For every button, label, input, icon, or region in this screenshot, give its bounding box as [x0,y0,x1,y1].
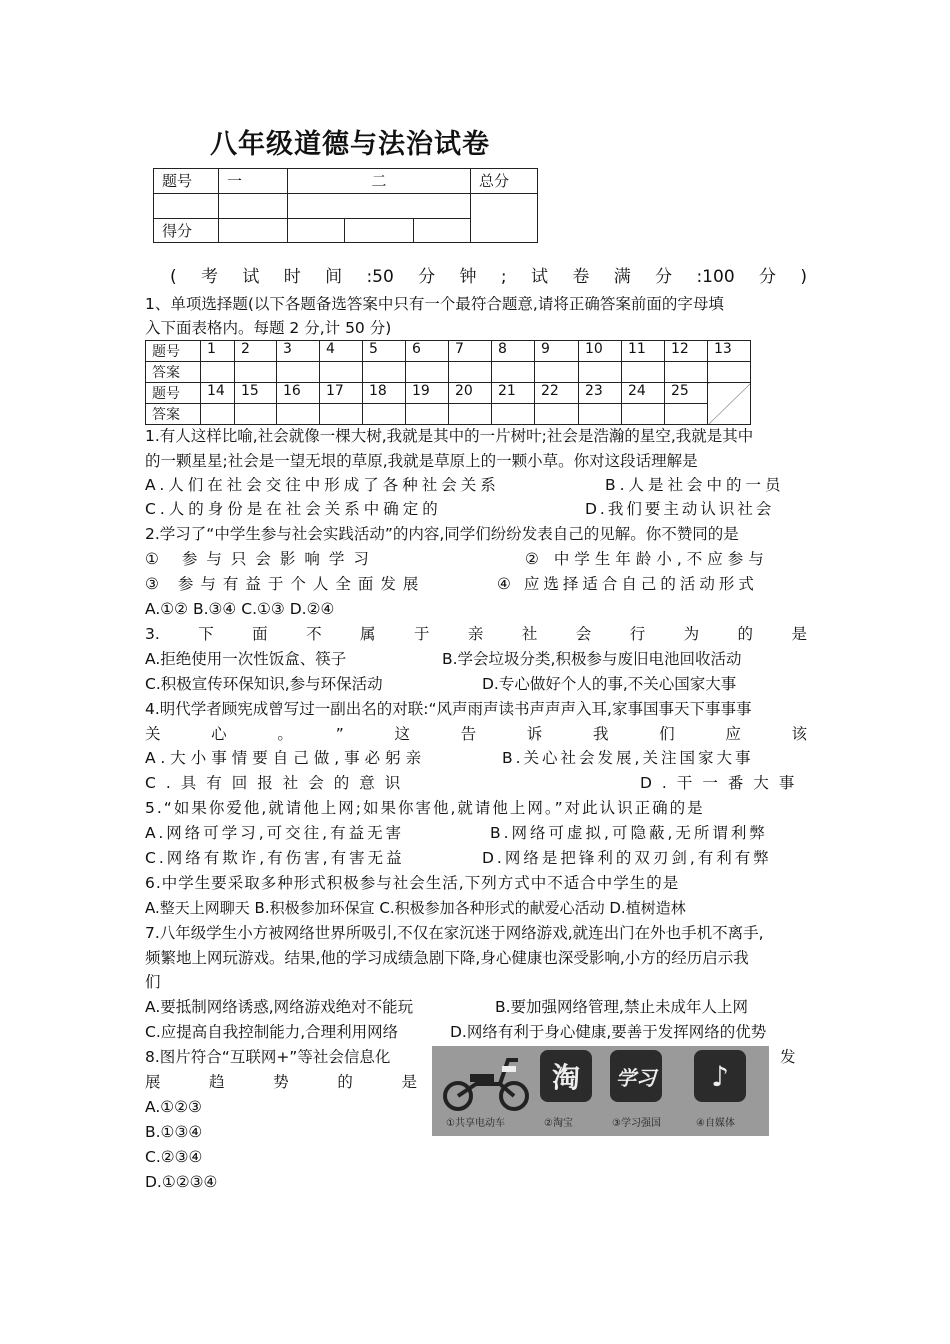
q3-option-d: D.专心做好个人的事,不关心国家大事 [482,675,737,693]
answer-qnum: 11 [622,341,665,362]
q7-option-b: B.要加强网络管理,禁止未成年人上网 [495,998,748,1016]
q4-option-d: D.干一番大事 [640,774,805,792]
q1-option-c: C.人的身份是在社会关系中确定的 [145,500,442,518]
answer-cell[interactable] [277,404,320,425]
answer-qnum: 18 [363,383,406,404]
answer-qnum: 5 [363,341,406,362]
answer-cell[interactable] [320,404,363,425]
caption-3: ③学习强国 [612,1118,661,1129]
answer-cell[interactable] [535,362,579,383]
q8-option-b: B.①③④ [145,1123,203,1141]
q1-option-a: A.人们在社会交往中形成了各种社会关系 [145,476,500,494]
answer-cell[interactable] [665,404,708,425]
q1-option-b: B.人是社会中的一员 [605,476,785,494]
answer-cell[interactable] [665,362,708,383]
q2-statement-4: ④ 应选择适合自己的活动形式 [497,575,758,593]
score-col-total: 总分 [471,169,538,194]
answer-qnum: 14 [201,383,235,404]
page-title: 八年级道德与法治试卷 [210,129,490,160]
answer-qnum: 12 [665,341,708,362]
score-table [153,168,538,243]
q3-option-a: A.拒绝使用一次性饭盒、筷子 [145,650,347,668]
q7-option-a: A.要抵制网络诱惑,网络游戏绝对不能玩 [145,998,414,1016]
answer-qnum: 9 [535,341,579,362]
q5-option-d: D.网络是把锋利的双刃剑,有利有弊 [482,849,772,867]
q4-stem-2: 关心。”这告诉我们应该 [145,725,807,743]
answer-cell[interactable] [201,404,235,425]
score-label-question: 题号 [154,169,219,194]
score-empty [288,194,471,219]
q7-stem-2: 频繁地上网玩游戏。结果,他的学习成绩急剧下降,身心健康也深受影响,小方的经历启示我 [145,949,749,967]
section1-instruction-2: 入下面表格内。每题 2 分,计 50 分) [145,319,392,337]
q5-stem: 5.“如果你爱他,就请他上网;如果你害他,就请他上网。”对此认识正确的是 [145,799,705,817]
xuexi-logo: 学习 [610,1050,662,1102]
answer-qnum: 20 [449,383,492,404]
q7-option-d: D.网络有利于身心健康,要善于发挥网络的优势 [450,1023,767,1041]
q4-option-a: A.大小事情要自己做,事必躬亲 [145,749,427,767]
q2-statement-2: ② 中学生年龄小,不应参与 [525,550,769,568]
caption-4: ④自媒体 [696,1118,735,1129]
answer-qnum: 3 [277,341,320,362]
answer-qnum: 21 [492,383,535,404]
answer-qnum: 17 [320,383,363,404]
scooter-icon [442,1054,532,1112]
q6-options: A.整天上网聊天 B.积极参加环保宣 C.积极参加各种形式的献爱心活动 D.植树造林 [145,899,686,917]
time-info: (考试时间:50分钟;试卷满分:100分) [170,267,807,287]
caption-2: ②淘宝 [544,1118,573,1129]
q7-stem-1: 7.八年级学生小方被网络世界所吸引,不仅在家沉迷于网络游戏,就连出门在外也手机不离手, [145,924,764,942]
answer-cell[interactable] [708,362,751,383]
q7-option-c: C.应提高自我控制能力,合理利用网络 [145,1023,399,1041]
answer-qnum: 4 [320,341,363,362]
answer-qnum: 23 [579,383,622,404]
answer-cell[interactable] [492,362,535,383]
answer-cell[interactable] [449,362,492,383]
answer-cell[interactable] [363,362,406,383]
q4-stem-1: 4.明代学者顾宪成曾写过一副出名的对联:“风声雨声读书声声声入耳,家事国事天下事事事 [145,700,752,718]
score-empty [219,194,288,219]
score-empty [154,194,219,219]
q2-stem: 2.学习了“中学生参与社会实践活动”的内容,同学们纷纷发表自己的见解。你不赞同的是 [145,525,739,543]
score-label-score: 得分 [154,219,219,243]
answer-qnum: 10 [579,341,622,362]
answer-label-answer: 答案 [146,404,201,425]
q7-stem-3: 们 [145,973,161,991]
answer-cell[interactable] [235,362,277,383]
q6-stem: 6.中学生要采取多种形式积极参与社会生活,下列方式中不适合中学生的是 [145,874,680,892]
q8-stem-1: 8.图片符合“互联网+”等社会信息化 [145,1048,391,1066]
answer-qnum: 13 [708,341,751,362]
score-cell[interactable] [288,219,345,243]
score-cell[interactable] [414,219,471,243]
answer-cell[interactable] [579,404,622,425]
taobao-logo: 淘 [540,1050,592,1102]
q8-image [432,1046,769,1136]
answer-qnum: 24 [622,383,665,404]
score-col-2: 二 [288,169,471,194]
score-col-1: 一 [219,169,288,194]
answer-cell[interactable] [449,404,492,425]
answer-cell[interactable] [320,362,363,383]
answer-label-answer: 答案 [146,362,201,383]
answer-cell[interactable] [363,404,406,425]
caption-1: ①共享电动车 [446,1118,505,1129]
answer-cell[interactable] [277,362,320,383]
q1-stem-2: 的一颗星星;社会是一望无垠的草原,我就是草原上的一颗小草。你对这段话理解是 [145,452,698,470]
score-total-cell[interactable] [471,194,538,243]
score-cell[interactable] [345,219,414,243]
q8-option-c: C.②③④ [145,1148,203,1166]
answer-qnum: 15 [235,383,277,404]
answer-qnum: 2 [235,341,277,362]
answer-cell[interactable] [201,362,235,383]
q4-option-c: C.具有回报社会的意识 [145,774,411,792]
answer-qnum: 6 [406,341,449,362]
answer-qnum: 8 [492,341,535,362]
answer-cell[interactable] [492,404,535,425]
answer-cell[interactable] [406,362,449,383]
q3-option-c: C.积极宣传环保知识,参与环保活动 [145,675,383,693]
q4-option-b: B.关心社会发展,关注国家大事 [502,749,754,767]
answer-cell[interactable] [579,362,622,383]
score-cell[interactable] [219,219,288,243]
answer-qnum: 19 [406,383,449,404]
answer-label-question: 题号 [146,341,201,362]
q1-option-d: D.我们要主动认识社会 [585,500,775,518]
answer-diagonal-cell [708,383,751,425]
q5-option-a: A.网络可学习,可交往,有益无害 [145,824,405,842]
section1-instruction-1: 1、单项选择题(以下各题备选答案中只有一个最符合题意,请将正确答案前面的字母填 [145,295,724,313]
q5-option-b: B.网络可虚拟,可隐蔽,无所谓利弊 [490,824,768,842]
q2-options: A.①② B.③④ C.①③ D.②④ [145,600,335,618]
answer-cell[interactable] [622,362,665,383]
answer-cell[interactable] [406,404,449,425]
q2-statement-3: ③ 参与有益于个人全面发展 [145,575,426,593]
answer-qnum: 1 [201,341,235,362]
answer-qnum: 22 [535,383,579,404]
answer-cell[interactable] [622,404,665,425]
tiktok-logo: ♪ [694,1050,746,1102]
answer-cell[interactable] [235,404,277,425]
q3-option-b: B.学会垃圾分类,积极参与废旧电池回收活动 [442,650,742,668]
answer-table [145,340,751,425]
q2-statement-1: ① 参与只会影响学习 [145,550,378,568]
q8-stem-2: 展趋势的是 [145,1073,417,1091]
answer-qnum: 16 [277,383,320,404]
q5-option-c: C.网络有欺诈,有伤害,有害无益 [145,849,405,867]
answer-qnum: 25 [665,383,708,404]
answer-qnum: 7 [449,341,492,362]
q8-option-a: A.①②③ [145,1098,202,1116]
q8-stem-1b: 发 [780,1048,796,1066]
q1-stem-1: 1.有人这样比喻,社会就像一棵大树,我就是其中的一片树叶;社会是浩瀚的星空,我就是其中 [145,427,754,445]
q8-option-d: D.①②③④ [145,1173,218,1191]
answer-cell[interactable] [535,404,579,425]
answer-label-question: 题号 [146,383,201,404]
q3-stem: 3.下面不属于亲社会行为的是 [145,625,807,643]
